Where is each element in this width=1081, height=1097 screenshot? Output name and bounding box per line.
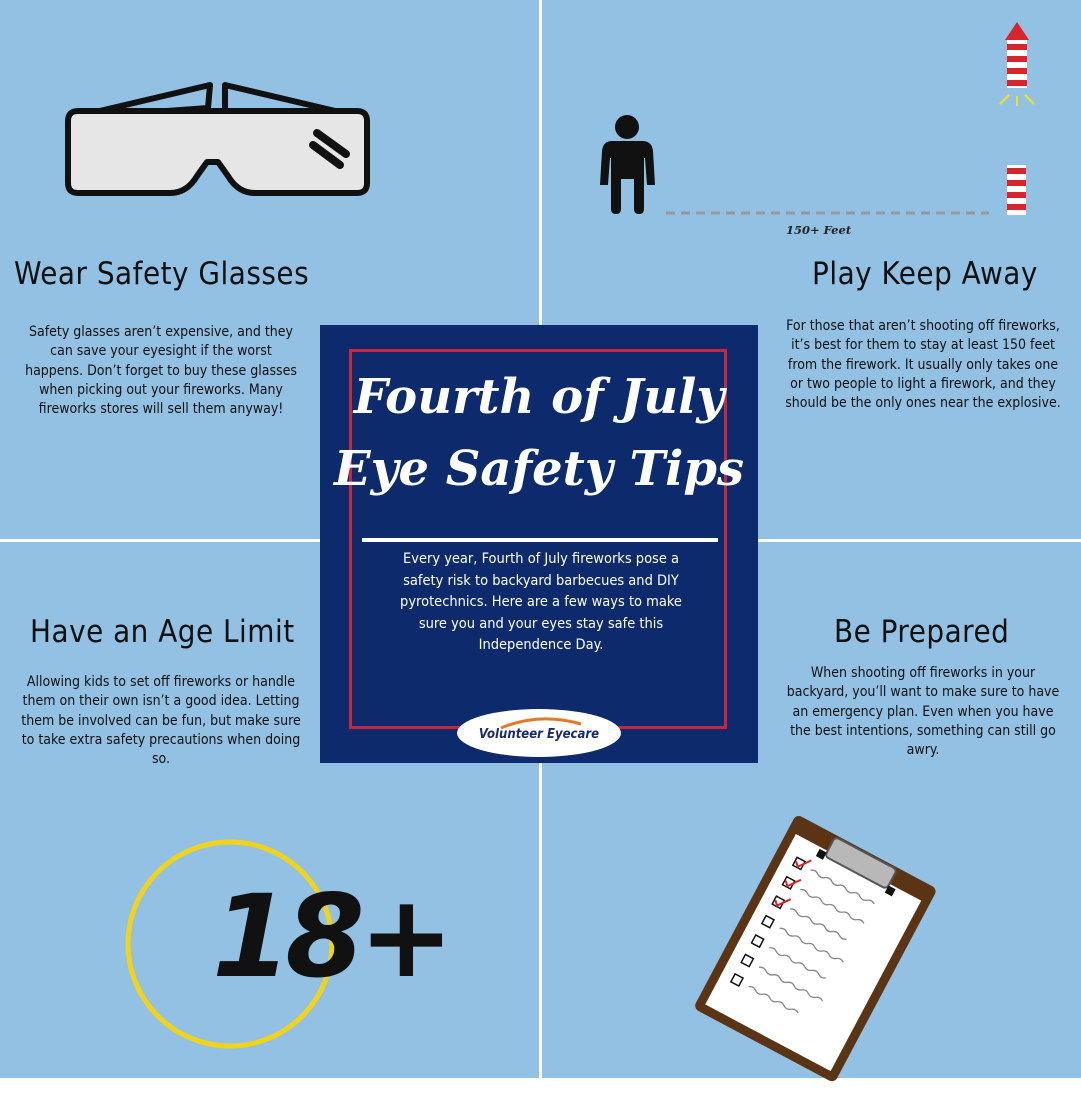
clipboard-checklist-icon	[680, 808, 940, 1088]
logo-text: Volunteer Eyecare	[478, 727, 600, 742]
tip-heading: Play Keep Away	[812, 256, 1038, 292]
title-line-1: Fourth of July	[353, 369, 725, 425]
center-title-panel	[320, 325, 758, 763]
firework-ground-icon	[1006, 164, 1028, 216]
title-line-2: Eye Safety Tips	[334, 441, 744, 497]
tip-heading: Be Prepared	[834, 614, 1010, 650]
tip-body: For those that aren’t shooting off fireworks, it’s best for them to stay at least 150 feet from the firework. It usually only takes one or two people to light a firework, and they should be the only ones near the explosive.	[785, 318, 1061, 412]
age-18-plus-icon: 18+	[212, 870, 449, 1003]
tip-heading: Have an Age Limit	[30, 614, 295, 650]
firework-launching-icon	[996, 20, 1038, 110]
intro-text: Every year, Fourth of July fireworks pose a safety risk to backyard barbecues and DIY pyrotechnics. Here are a few ways to make sure you and your eyes stay safe this Independence Day.	[400, 551, 682, 654]
safety-glasses-icon	[60, 80, 375, 200]
distance-label: 150+ Feet	[786, 223, 852, 237]
tip-body: Allowing kids to set off fireworks or handle them on their own isn’t a good idea. Letting them be involved can be fun, but make sure to take extra safety precautions when doing so.	[21, 674, 301, 768]
title-divider	[362, 538, 718, 542]
page-title	[320, 361, 758, 505]
volunteer-eyecare-logo	[457, 709, 621, 757]
tip-body: When shooting off fireworks in your backyard, you’ll want to make sure to have an emergency plan. Even when you have the best intentions, something can still go awry.	[786, 665, 1060, 759]
person-icon	[598, 113, 658, 217]
tip-heading: Wear Safety Glasses	[14, 256, 310, 292]
tip-body: Safety glasses aren’t expensive, and they can save your eyesight if the worst happens. Don’t forget to buy these glasses when picking out your fireworks. Many fireworks stores will sell them anyway!	[25, 324, 297, 418]
distance-line	[664, 210, 994, 216]
